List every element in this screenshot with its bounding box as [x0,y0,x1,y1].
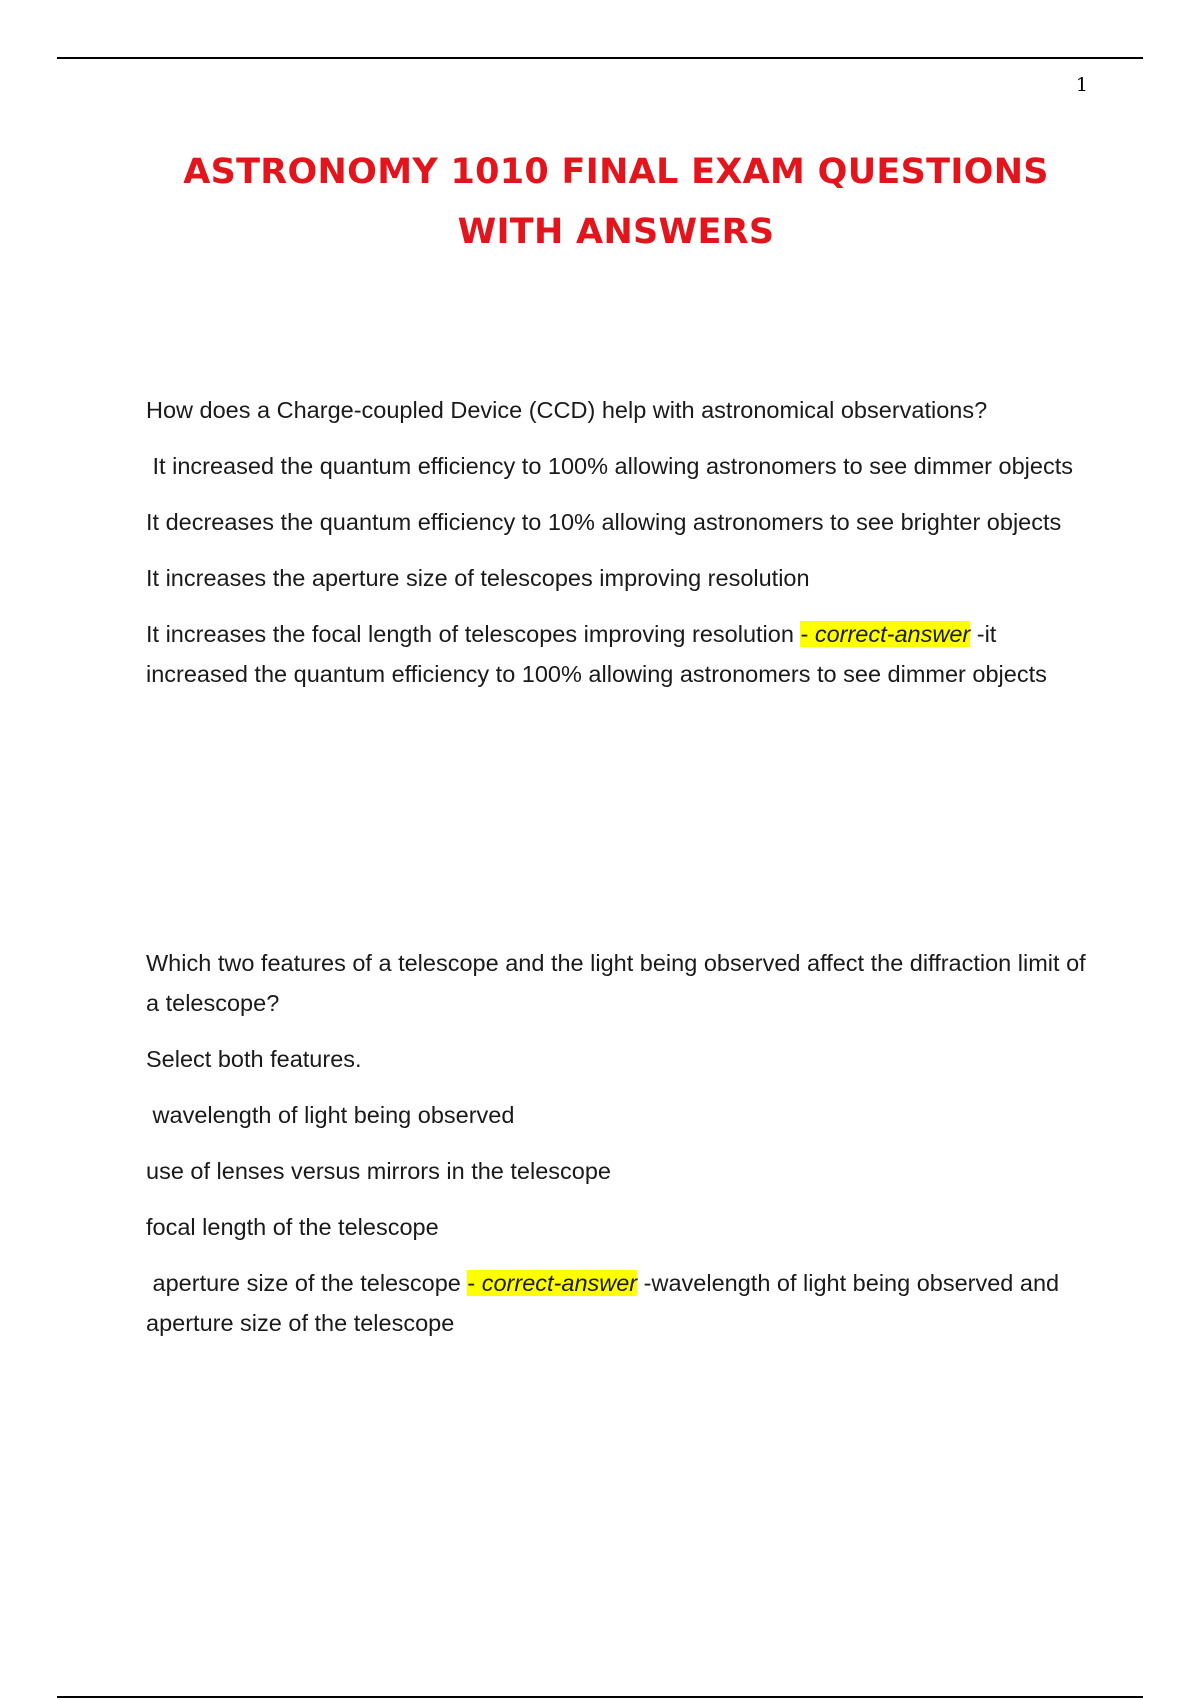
header-rule [57,57,1143,59]
correct-answer-highlight [800,621,970,647]
question-text: Which two features of a telescope and the light being observed affect the diffraction limit of a telescope? [146,950,1093,1016]
answer-option: It increases the aperture size of telescopes improving resolution [146,565,810,591]
question-block-1 [146,390,1096,710]
correct-answer-highlight [467,1270,637,1296]
correct-answer-text: -wavelength of light being observed and aperture size of the telescope [146,1270,1066,1336]
correct-answer-text: -it increased the quantum efficiency to 100% allowing astronomers to see dimmer objects [146,621,1047,687]
answer-option-with-correct-answer [146,614,1096,694]
correct-answer-dash: - [467,1270,482,1296]
footer-rule [57,1696,1143,1698]
title-line-2: WITH ANSWERS [457,212,775,252]
answer-option-with-correct-answer [146,1263,1096,1343]
question-instruction: Select both features. [146,1046,362,1072]
document-title [100,142,1132,262]
answer-option: It increased the quantum efficiency to 100% allowing astronomers to see dimmer objects [146,453,1073,479]
answer-option: focal length of the telescope [146,1214,439,1240]
answer-option: It decreases the quantum efficiency to 10% allowing astronomers to see brighter objects [146,509,1062,535]
question-block-2 [146,943,1096,1359]
answer-option: use of lenses versus mirrors in the telescope [146,1158,611,1184]
question-text: How does a Charge-coupled Device (CCD) help with astronomical observations? [146,397,988,423]
title-line-1: ASTRONOMY 1010 FINAL EXAM QUESTIONS [183,152,1049,192]
page-number: 1 [1075,74,1088,96]
correct-answer-label: correct-answer [481,1270,638,1296]
correct-answer-dash: - [800,621,815,647]
correct-answer-label: correct-answer [814,621,971,647]
answer-option: wavelength of light being observed [146,1102,515,1128]
answer-option: It increases the focal length of telescopes improving resolution [146,621,801,647]
answer-option: aperture size of the telescope [146,1270,468,1296]
